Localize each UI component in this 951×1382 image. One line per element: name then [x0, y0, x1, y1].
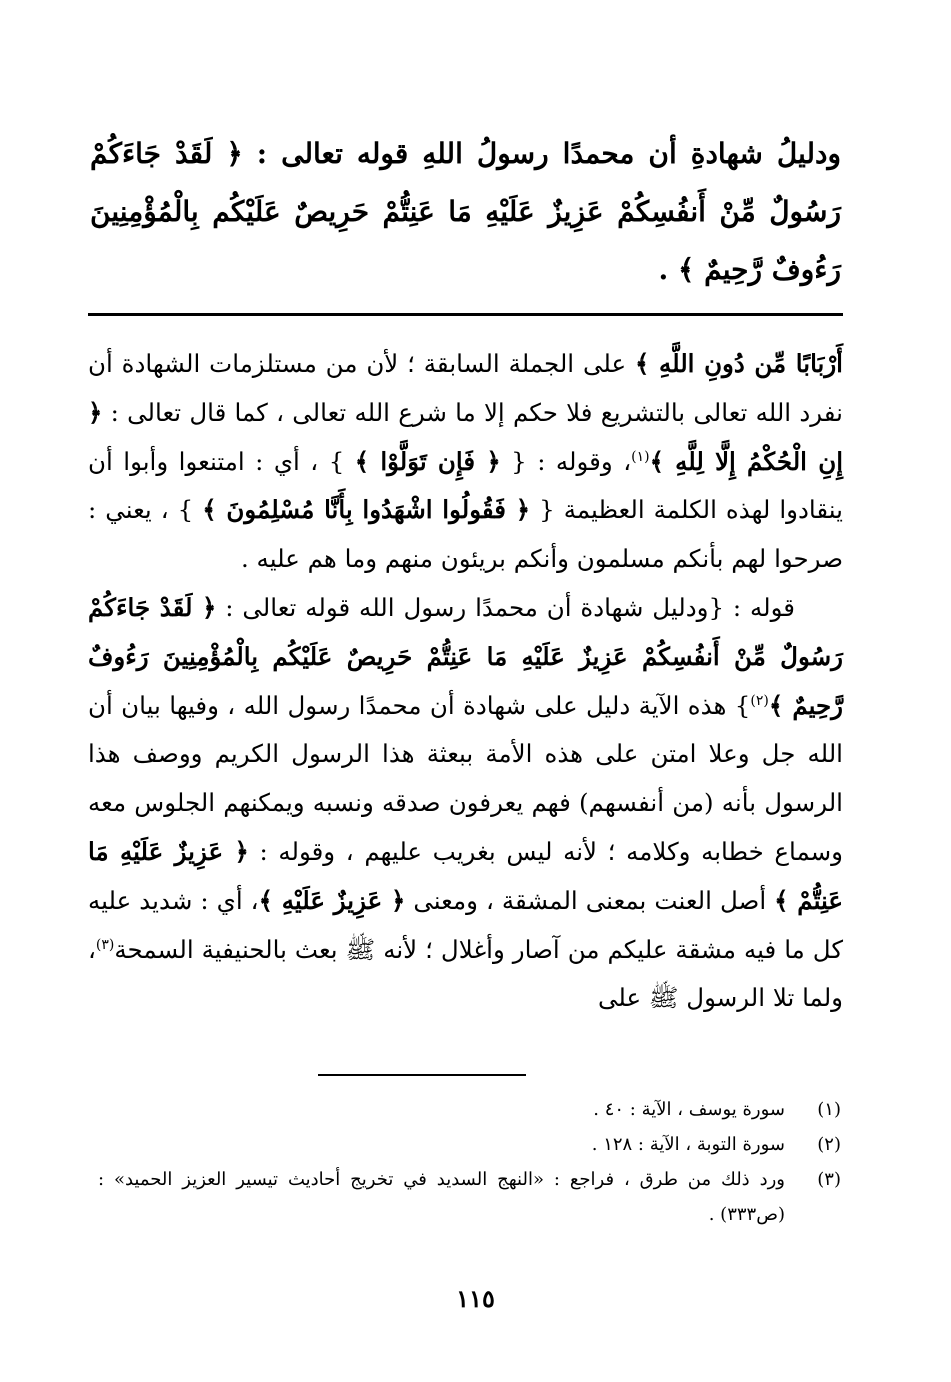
verse-azizun-alayhi-ma-anittum: ﴿ عَزِيزٌ عَلَيْهِ مَا عَنِتُّمْ ﴾ — [88, 836, 843, 915]
footnote-number: (١) — [817, 1099, 841, 1120]
commentary-text: على الجملة السابقة ؛ لأن من مستلزمات الشهادة أن نفرد الله تعالى بالتشريع فلا حكم إلا ما شرع الله تعالى ، كما قال تعالى : — [88, 349, 843, 427]
commentary-text: ، وقوله : { — [500, 446, 632, 476]
footnote-text: سورة يوسف ، الآية : ٤٠ . — [593, 1099, 785, 1120]
commentary-paragraph-2 — [88, 584, 843, 1023]
footnote-number: (٣) — [817, 1169, 841, 1190]
verse-ishhadu: ﴿ فَقُولُوا اشْهَدُوا بِأَنَّا مُسْلِمُونَ ﴾ — [202, 495, 531, 525]
page-number: ١١٥ — [456, 1284, 495, 1313]
verse-tawallaw: ﴿ فَإِن تَوَلَّوْا ﴾ — [354, 446, 501, 476]
commentary-text: قوله : {ودليل شهادة أن محمدًا رسول الله قوله تعالى : — [216, 592, 796, 622]
commentary-paragraph-1 — [88, 340, 843, 584]
commentary-text: ، ولما تلا الرسول ﷺ على — [88, 934, 843, 1013]
verse-laqad-jaakum: ﴿ لَقَدْ جَاءَكُمْ رَسُولٌ مِّنْ أَنفُسِكُمْ عَزِيزٌ عَلَيْهِ مَا عَنِتُّمْ حَرِيصٌ عَلَيْكُم بِالْمُؤْمِنِينَ رَءُوفٌ رَّحِيمٌ ﴾ — [88, 592, 843, 720]
footnote-divider — [318, 1074, 526, 1076]
matn-divider — [88, 313, 843, 316]
commentary — [88, 340, 843, 1023]
footnote-ref-3: (٣) — [95, 936, 115, 953]
footnote-item — [98, 1162, 841, 1232]
footnotes — [98, 1092, 841, 1232]
footnote-item — [98, 1127, 841, 1162]
commentary-text: ، أي : شديد عليه كل ما فيه مشقة عليكم من آصار وأغلال ؛ لأنه ﷺ بعث بالحنيفية السمحة — [88, 885, 843, 964]
footnote-ref-1: (١) — [631, 448, 650, 465]
footnote-item — [98, 1092, 841, 1127]
commentary-text: } ، أي : امتنعوا وأبوا أن ينقادوا لهذه الكلمة العظيمة { — [88, 446, 843, 525]
footnote-ref-2: (٢) — [750, 692, 769, 709]
commentary-text: } ، يعني : صرحوا لهم بأنكم مسلمون وأنكم بريئون منهم وما هم عليه . — [88, 495, 843, 574]
verse-hukm: ﴿ إِنِ الْحُكْمُ إِلَّا لِلَّهِ ﴾ — [88, 397, 843, 476]
verse-tail: أَرْبَابًا مِّن دُونِ اللَّهِ ﴾ — [634, 349, 843, 378]
footnote-text: سورة التوبة ، الآية : ١٢٨ . — [591, 1134, 785, 1155]
footnote-number: (٢) — [817, 1134, 841, 1155]
matn-verse: ﴿ لَقَدْ جَاءَكُمْ رَسُولٌ مِّنْ أَنفُسِكُمْ عَزِيزٌ عَلَيْهِ مَا عَنِتُّمْ حَرِيصٌ عَلَيْكُم بِالْمُؤْمِنِينَ رَءُوفٌ رَّحِيمٌ ﴾ — [90, 137, 841, 286]
verse-azizun-alayhi: ﴿ عَزِيزٌ عَلَيْهِ ﴾ — [258, 885, 406, 915]
matn-intro: ودليلُ شهادةِ أن محمدًا رسولُ اللهِ قوله تعالى : — [242, 137, 841, 170]
commentary-text: أصل العنت بمعنى المشقة ، ومعنى — [405, 885, 775, 915]
commentary-text: } هذه الآية دليل على شهادة أن محمدًا رسول الله ، وفيها بيان أن الله جل وعلا امتن على هذه الأمة ببعثة هذا الرسول الكريم ووصف هذا الرسول بأنه (من أنفسهم) فهم يعرفون صدقه ونسبه ويمكنهم الجلوس معه وسماع خطابه وكلامه ؛ لأنه ليس بغريب عليهم ، وقوله : — [88, 690, 843, 866]
matn-end: . — [658, 253, 678, 286]
matn-text — [90, 125, 841, 299]
footnote-text: ورد ذلك من طرق ، فراجع : «النهج السديد في تخريج أحاديث تيسير العزيز الحميد» : (ص٣٣٣) . — [98, 1169, 785, 1225]
